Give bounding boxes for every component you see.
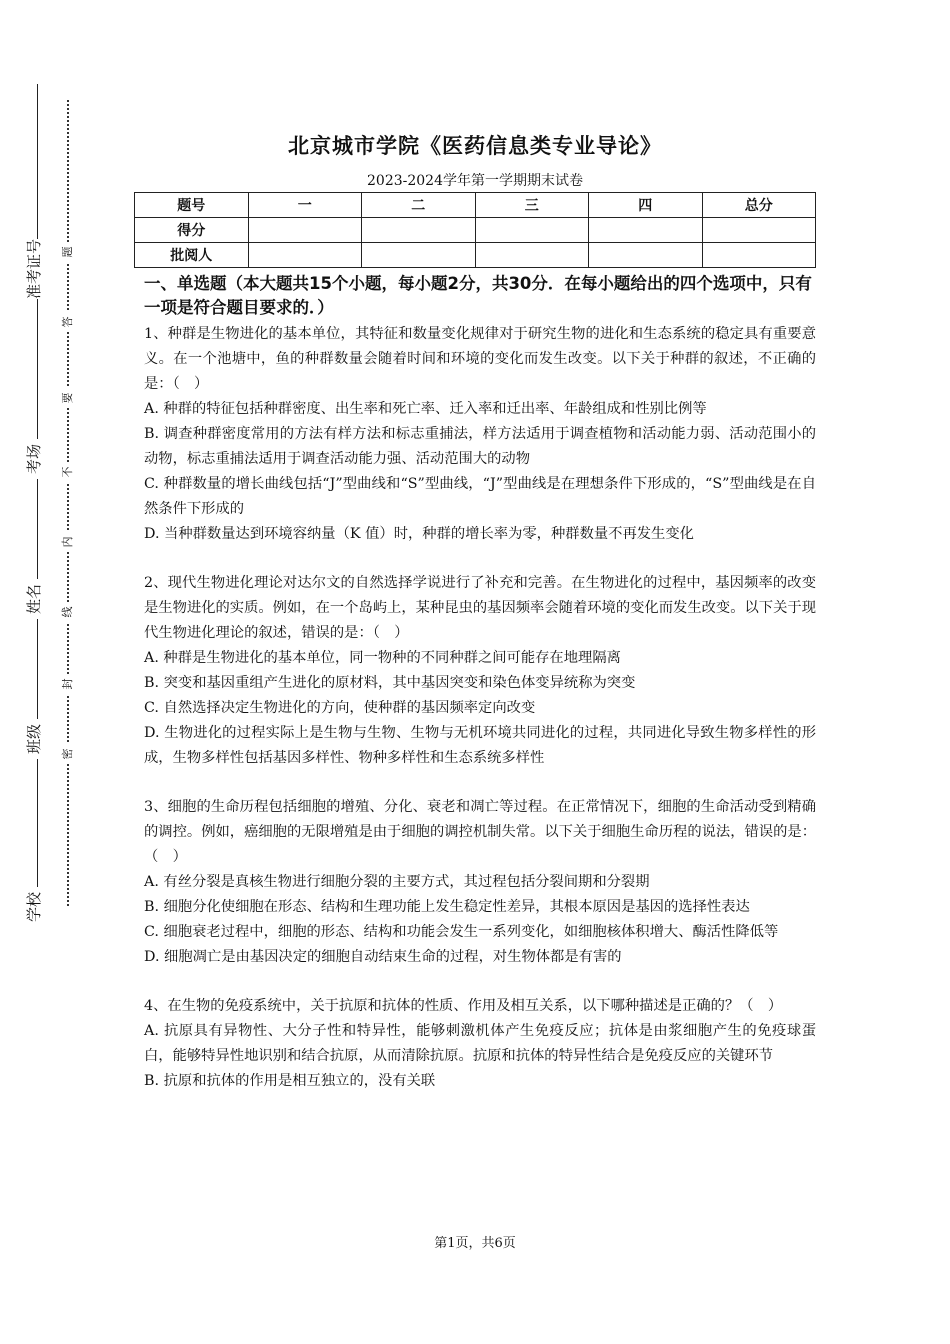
seal-char: 要 bbox=[60, 388, 76, 408]
question-1 bbox=[144, 322, 816, 547]
question-stem: 2、现代生物进化理论对达尔文的自然选择学说进行了补充和完善。在生物进化的过程中，基因频率的改变是生物进化的实质。例如，在一个岛屿上，某种昆虫的基因频率会随着环境的变化而发生改变。以下关于现代生物进化理论的叙述，错误的是：（ ） bbox=[144, 575, 816, 641]
question-2 bbox=[144, 571, 816, 771]
option-b: B. 细胞分化使细胞在形态、结构和生理功能上发生稳定性差异，其根本原因是基因的选择性表达 bbox=[144, 899, 750, 915]
option-b: B. 抗原和抗体的作用是相互独立的，没有关联 bbox=[144, 1073, 436, 1089]
score-row-label: 得分 bbox=[135, 218, 249, 243]
seal-char: 答 bbox=[60, 312, 76, 332]
option-c: C. 种群数量的增长曲线包括“J”型曲线和“S”型曲线，“J”型曲线是在理想条件下形成的，“S”型曲线是在自然条件下形成的 bbox=[144, 476, 816, 517]
seal-char: 密 bbox=[60, 744, 76, 764]
exam-title: 北京城市学院《医药信息类专业导论》 bbox=[288, 134, 662, 158]
option-a: A. 抗原具有异物性、大分子性和特异性，能够刺激机体产生免疫反应；抗体是由浆细胞产生的免疫球蛋白，能够特异性地识别和结合抗原，从而清除抗原。抗原和抗体的特异性结合是免疫反应的关键环节 bbox=[144, 1023, 816, 1064]
exam-number-label: 准考证号 bbox=[25, 238, 43, 299]
option-b: B. 突变和基因重组产生进化的原材料，其中基因突变和染色体变异统称为突变 bbox=[144, 675, 636, 691]
option-a: A. 种群的特征包括种群密度、出生率和死亡率、迁入率和迁出率、年龄组成和性别比例等 bbox=[144, 401, 707, 417]
option-a: A. 有丝分裂是真核生物进行细胞分裂的主要方式，其过程包括分裂间期和分裂期 bbox=[144, 874, 650, 890]
question-4 bbox=[144, 994, 816, 1094]
reviewer-cell bbox=[589, 243, 703, 268]
option-b: B. 调查种群密度常用的方法有样方法和标志重捕法，样方法适用于调查植物和活动能力弱、活动范围小的动物，标志重捕法适用于调查活动能力强、活动范围大的动物 bbox=[144, 426, 816, 467]
student-name-label: 姓名 bbox=[23, 579, 45, 619]
score-table-header-cell: 二 bbox=[362, 193, 476, 218]
score-cell bbox=[589, 218, 703, 243]
binding-line bbox=[37, 84, 38, 924]
option-d: D. 当种群数量达到环境容纳量（K 值）时，种群的增长率为零，种群数量不再发生变化 bbox=[144, 526, 694, 542]
score-table-header-cell: 题号 bbox=[135, 193, 249, 218]
binding-margin bbox=[0, 0, 100, 1344]
score-table-score-row bbox=[135, 218, 816, 243]
score-table bbox=[134, 192, 816, 268]
option-d: D. 生物进化的过程实际上是生物与生物、生物与无机环境共同进化的过程，共同进化导致生物多样性的形成，生物多样性包括基因多样性、物种多样性和生态系统多样性 bbox=[144, 725, 816, 766]
question-3 bbox=[144, 795, 816, 970]
option-c: C. 细胞衰老过程中，细胞的形态、结构和功能会发生一系列变化，如细胞核体积增大、酶活性降低等 bbox=[144, 924, 779, 940]
exam-room-label: 考场 bbox=[23, 439, 45, 479]
score-cell bbox=[362, 218, 476, 243]
reviewer-cell bbox=[362, 243, 476, 268]
reviewer-cell bbox=[475, 243, 589, 268]
question-stem: 3、细胞的生命历程包括细胞的增殖、分化、衰老和凋亡等过程。在正常情况下，细胞的生命活动受到精确的调控。例如，癌细胞的无限增殖是由于细胞的调控机制失常。以下关于细胞生命历程的说法，错误的是：（ ） bbox=[144, 799, 816, 865]
seal-char: 题 bbox=[60, 242, 76, 262]
section-heading: 一、单选题（本大题共15个小题，每小题2分，共30分．在每小题给出的四个选项中，只有一项是符合题目要求的．） bbox=[144, 274, 812, 317]
class-label: 班级 bbox=[23, 719, 45, 759]
seal-char: 不 bbox=[60, 462, 76, 482]
seal-dotted-line bbox=[67, 100, 69, 906]
seal-char: 线 bbox=[60, 602, 76, 622]
exam-subtitle: 2023-2024学年第一学期期末试卷 bbox=[367, 173, 583, 189]
school-label: 学校 bbox=[23, 887, 45, 927]
option-a: A. 种群是生物进化的基本单位，同一物种的不同种群之间可能存在地理隔离 bbox=[144, 650, 621, 666]
score-cell bbox=[702, 218, 816, 243]
score-table-header-cell: 总分 bbox=[702, 193, 816, 218]
seal-char: 封 bbox=[60, 674, 76, 694]
score-table-reviewer-row bbox=[135, 243, 816, 268]
score-table-header-cell: 三 bbox=[475, 193, 589, 218]
question-stem: 4、在生物的免疫系统中，关于抗原和抗体的性质、作用及相互关系，以下哪种描述是正确的？（ ） bbox=[144, 998, 783, 1014]
score-table-header-cell: 一 bbox=[248, 193, 362, 218]
score-cell bbox=[475, 218, 589, 243]
question-section bbox=[144, 272, 816, 1118]
score-table-header-cell: 四 bbox=[589, 193, 703, 218]
option-d: D. 细胞凋亡是由基因决定的细胞自动结束生命的过程，对生物体都是有害的 bbox=[144, 949, 622, 965]
reviewer-row-label: 批阅人 bbox=[135, 243, 249, 268]
page-number: 第1页，共6页 bbox=[434, 1236, 516, 1251]
score-table-header-row bbox=[135, 193, 816, 218]
reviewer-cell bbox=[248, 243, 362, 268]
seal-char: 内 bbox=[60, 532, 76, 552]
question-stem: 1、种群是生物进化的基本单位，其特征和数量变化规律对于研究生物的进化和生态系统的稳定具有重要意义。在一个池塘中，鱼的种群数量会随着时间和环境的变化而发生改变。以下关于种群的叙述，不正确的是：（ ） bbox=[144, 326, 816, 392]
reviewer-cell bbox=[702, 243, 816, 268]
option-c: C. 自然选择决定生物进化的方向，使种群的基因频率定向改变 bbox=[144, 700, 536, 716]
score-cell bbox=[248, 218, 362, 243]
